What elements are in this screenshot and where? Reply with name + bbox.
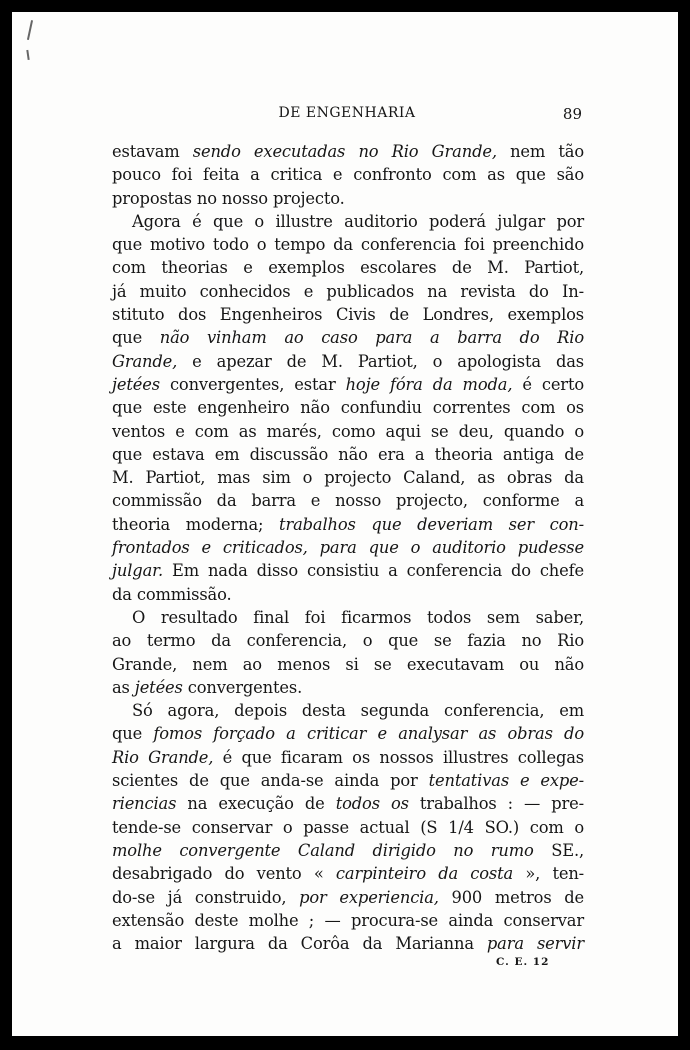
text-run: que — [112, 724, 154, 744]
page-header — [112, 105, 582, 129]
text-line — [112, 233, 584, 256]
italic-text: não vinham ao caso para a barra do Rio — [159, 328, 584, 348]
italic-text: riencias — [112, 794, 177, 814]
text-line — [112, 792, 584, 815]
text-line — [112, 140, 584, 163]
text-line — [112, 653, 584, 676]
text-line — [112, 163, 584, 186]
text-run: que estava em discussão não era a theoria antiga de — [112, 444, 584, 464]
text-run: ao termo da conferencia, o que se fazia no Rio — [112, 631, 584, 651]
text-line — [112, 629, 584, 652]
text-line — [112, 420, 584, 443]
text-run: M. Partiot, mas sim o projecto Caland, as obras da — [112, 468, 584, 488]
text-run: stituto dos Engenheiros Civis de Londres, exemplos — [112, 305, 584, 325]
italic-text: fomos forçado a criticar e analysar as obras do — [153, 724, 584, 744]
text-run: estavam — [112, 142, 193, 161]
text-run: », ten- — [513, 864, 585, 884]
text-line — [112, 583, 584, 606]
text-run: Só agora, depois desta segunda conferencia, em — [132, 701, 584, 721]
italic-text: Grande, — [112, 351, 178, 371]
italic-text: jetées — [112, 374, 160, 394]
text-line — [112, 489, 584, 512]
text-line — [112, 886, 584, 909]
text-run: é que ficaram os nossos illustres collegas — [213, 747, 584, 767]
text-run: da commissão. — [112, 584, 232, 604]
text-run: desabrigado do vento « — [112, 864, 336, 884]
italic-text: por experiencia, — [299, 887, 439, 907]
italic-text: carpinteiro da costa — [335, 864, 514, 884]
text-run: e apezar de M. Partiot, o apologista das — [177, 351, 584, 371]
text-line — [112, 909, 584, 932]
text-line — [112, 256, 584, 279]
text-run: convergentes, estar — [159, 374, 346, 394]
text-line — [112, 350, 584, 373]
text-line — [112, 606, 584, 629]
text-run: na execução de — [176, 794, 336, 814]
text-run: ventos e com as marés, como aqui se deu, quando o — [112, 421, 584, 441]
text-run: theoria moderna; — [112, 514, 280, 534]
text-line — [112, 769, 584, 792]
italic-text: jetées — [134, 677, 183, 697]
text-run: nem tão — [496, 142, 585, 161]
text-run: tende-se conservar o passe actual (S 1/4 SO.) com o — [112, 817, 584, 837]
text-line — [112, 932, 584, 955]
page-number: 89 — [562, 105, 582, 123]
running-title: DE ENGENHARIA — [278, 105, 416, 121]
italic-text: Rio Grande, — [112, 747, 214, 767]
text-line — [112, 396, 584, 419]
text-line — [112, 536, 584, 559]
italic-text: molhe convergente Caland dirigido no rumo — [112, 840, 534, 860]
text-run: 900 metros de — [438, 887, 584, 907]
text-line — [112, 443, 584, 466]
book-page — [12, 12, 678, 1036]
text-run: que este engenheiro não confundiu correntes com os — [112, 398, 584, 418]
body-text — [112, 140, 584, 955]
text-line — [112, 816, 584, 839]
text-line — [112, 676, 584, 699]
text-run: propostas no nosso projecto. — [112, 188, 345, 208]
text-line — [112, 373, 584, 396]
text-run: já muito conhecidos e publicados na revista do In- — [112, 281, 584, 301]
text-run: as — [112, 677, 135, 697]
italic-text: julgar. — [112, 561, 163, 581]
text-run: a maior largura da Corôa da Marianna — [112, 934, 487, 954]
text-line — [112, 839, 584, 862]
text-line — [112, 559, 584, 582]
italic-text: frontados e criticados, para que o auditorio pudesse — [112, 538, 584, 558]
text-line — [112, 303, 584, 326]
margin-mark — [27, 20, 33, 40]
text-run: que — [112, 328, 160, 348]
text-run: O resultado final foi ficarmos todos sem saber, — [132, 607, 584, 627]
text-run: scientes de que anda-se ainda por — [112, 771, 429, 791]
text-run: trabalhos : — pre- — [408, 794, 584, 814]
italic-text: hoje fóra da moda, — [345, 374, 513, 394]
text-run: é certo — [512, 374, 584, 394]
text-run: convergentes. — [182, 677, 303, 697]
italic-text: tentativas e expe- — [428, 771, 584, 791]
text-line — [112, 513, 584, 536]
italic-text: sendo executadas no Rio Grande, — [192, 142, 497, 161]
italic-text: trabalhos que deveriam ser con- — [279, 514, 584, 534]
text-run: Grande, nem ao menos si se executavam ou não — [112, 654, 584, 674]
text-line — [112, 326, 584, 349]
italic-text: todos os — [335, 794, 409, 814]
text-run: com theorias e exemplos escolares de M. Partiot, — [112, 258, 584, 278]
text-line — [112, 187, 584, 210]
text-run: SE., — [533, 840, 584, 860]
signature-mark: C. E. 12 — [496, 956, 550, 968]
text-run: Agora é que o illustre auditorio poderá julgar por — [132, 211, 584, 231]
margin-mark — [26, 50, 29, 60]
text-run: Em nada disso consistiu a conferencia do chefe — [163, 561, 584, 581]
text-line — [112, 210, 584, 233]
text-run: que motivo todo o tempo da conferencia foi preenchido — [112, 235, 584, 255]
text-line — [112, 280, 584, 303]
text-run: do-se já construido, — [112, 887, 300, 907]
text-line — [112, 699, 584, 722]
text-line — [112, 862, 584, 885]
italic-text: para servir — [486, 934, 584, 954]
text-run: pouco foi feita a critica e confronto com as que são — [112, 165, 584, 185]
text-line — [112, 466, 584, 489]
text-line — [112, 746, 584, 769]
text-line — [112, 722, 584, 745]
text-run: commissão da barra e nosso projecto, conforme a — [112, 491, 584, 511]
text-run: extensão deste molhe ; — procura-se ainda conservar — [112, 910, 584, 930]
